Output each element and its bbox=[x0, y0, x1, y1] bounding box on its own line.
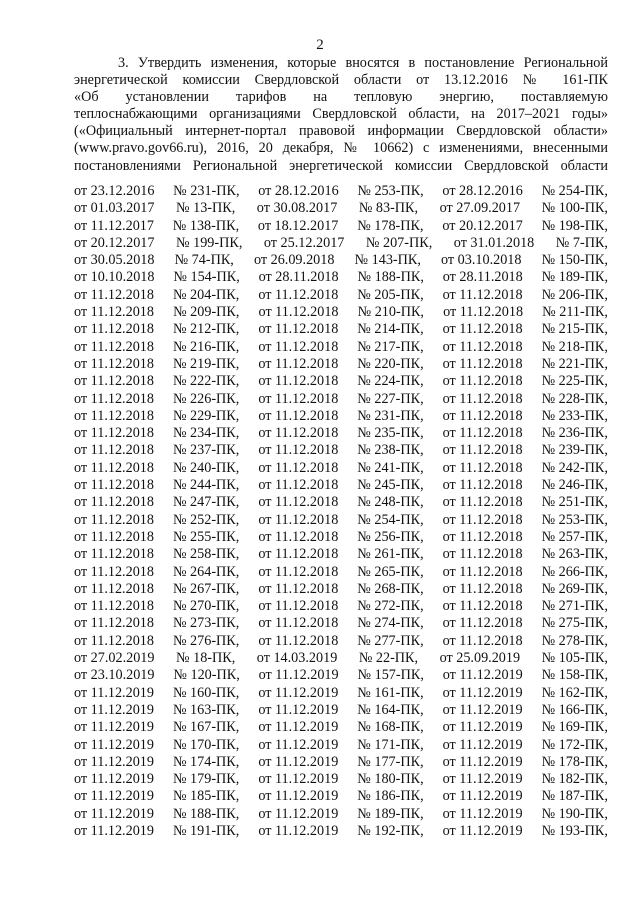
resolution-date: от 11.12.2019 bbox=[258, 788, 339, 805]
resolution-number: № 150-ПК, bbox=[541, 252, 608, 269]
paragraph-line: (www.pravo.gov66.ru), 2016, 20 декабря, № 10662) с изменениями, внесенными bbox=[74, 140, 608, 157]
resolution-date: от 11.12.2018 bbox=[258, 425, 339, 442]
resolution-date: от 11.12.2018 bbox=[258, 304, 339, 321]
resolution-date: от 11.12.2019 bbox=[442, 701, 523, 718]
resolution-number: № 222-ПК, bbox=[172, 373, 240, 390]
resolution-date: от 11.12.2019 bbox=[74, 788, 154, 805]
resolution-number: № 190-ПК, bbox=[541, 805, 608, 822]
resolution-date: от 11.12.2018 bbox=[74, 373, 154, 390]
resolution-date: от 11.12.2018 bbox=[442, 355, 523, 372]
resolution-number: № 229-ПК, bbox=[172, 407, 240, 424]
resolution-row bbox=[74, 269, 608, 286]
resolution-number: № 160-ПК, bbox=[172, 684, 240, 701]
resolution-date: от 11.12.2018 bbox=[74, 459, 154, 476]
resolution-row bbox=[74, 304, 608, 321]
resolution-date: от 11.12.2019 bbox=[258, 701, 339, 718]
resolution-number: № 225-ПК, bbox=[541, 373, 608, 390]
resolution-row bbox=[74, 425, 608, 442]
resolution-date: от 11.12.2019 bbox=[74, 719, 154, 736]
resolution-date: от 11.12.2018 bbox=[258, 321, 339, 338]
resolution-number: № 241-ПК, bbox=[357, 459, 424, 476]
resolution-number: № 248-ПК, bbox=[357, 494, 424, 511]
resolution-number: № 274-ПК, bbox=[357, 615, 424, 632]
resolution-date: от 11.12.2018 bbox=[442, 546, 523, 563]
resolution-number: № 239-ПК, bbox=[541, 442, 608, 459]
resolution-number: № 253-ПК, bbox=[541, 511, 608, 528]
paragraph-item-3 bbox=[74, 55, 608, 175]
resolution-number: № 244-ПК, bbox=[172, 477, 240, 494]
resolution-number: № 178-ПК, bbox=[541, 753, 608, 770]
resolution-number: № 191-ПК, bbox=[172, 822, 240, 839]
resolution-row bbox=[74, 598, 608, 615]
resolution-number: № 266-ПК, bbox=[541, 563, 608, 580]
resolution-number: № 170-ПК, bbox=[172, 736, 240, 753]
resolution-date: от 11.12.2018 bbox=[258, 442, 339, 459]
resolution-date: от 30.05.2018 bbox=[74, 252, 155, 269]
resolution-number: № 273-ПК, bbox=[172, 615, 240, 632]
resolution-number: № 105-ПК, bbox=[541, 650, 608, 667]
resolution-number: № 185-ПК, bbox=[172, 788, 240, 805]
resolution-row bbox=[74, 287, 608, 304]
resolution-date: от 23.12.2016 bbox=[74, 183, 155, 199]
resolution-number: № 198-ПК, bbox=[541, 217, 608, 234]
resolution-date: от 11.12.2019 bbox=[442, 753, 523, 770]
resolution-date: от 11.12.2018 bbox=[74, 598, 154, 615]
resolution-date: от 11.12.2017 bbox=[74, 217, 154, 234]
resolution-date: от 11.12.2019 bbox=[442, 822, 523, 839]
resolution-date: от 11.12.2019 bbox=[442, 736, 523, 753]
resolution-number: № 166-ПК, bbox=[541, 701, 608, 718]
resolution-date: от 11.12.2019 bbox=[442, 719, 523, 736]
resolution-number: № 255-ПК, bbox=[172, 528, 240, 545]
resolution-date: от 11.12.2019 bbox=[74, 822, 154, 839]
resolution-number: № 226-ПК, bbox=[172, 390, 240, 407]
resolution-date: от 11.12.2018 bbox=[258, 459, 339, 476]
resolution-number: № 188-ПК, bbox=[172, 805, 240, 822]
resolution-row bbox=[74, 321, 608, 338]
resolution-number: № 204-ПК, bbox=[172, 286, 240, 303]
resolution-number: № 162-ПК, bbox=[541, 684, 608, 701]
resolution-number: № 220-ПК, bbox=[357, 355, 424, 372]
resolution-date: от 11.12.2019 bbox=[74, 736, 154, 753]
resolution-date: от 11.12.2018 bbox=[442, 407, 523, 424]
resolution-date: от 01.03.2017 bbox=[74, 200, 155, 217]
paragraph-line: теплоснабжающими организациями Свердловской области, на 2017–2021 годы» bbox=[74, 106, 608, 123]
resolution-number: № 272-ПК, bbox=[357, 598, 424, 615]
resolution-date: от 11.12.2018 bbox=[258, 355, 339, 372]
resolution-row bbox=[74, 771, 608, 788]
resolution-number: № 187-ПК, bbox=[541, 788, 608, 805]
resolution-row bbox=[74, 719, 608, 736]
resolution-number: № 178-ПК, bbox=[357, 217, 424, 234]
resolution-number: № 221-ПК, bbox=[541, 355, 608, 372]
resolution-date: от 11.12.2018 bbox=[258, 580, 339, 597]
page-number: 2 bbox=[316, 37, 324, 53]
resolution-date: от 11.12.2019 bbox=[258, 684, 339, 701]
resolution-date: от 11.12.2019 bbox=[258, 822, 339, 839]
resolution-number: № 246-ПК, bbox=[541, 477, 608, 494]
resolution-date: от 11.12.2018 bbox=[258, 528, 339, 545]
resolution-number: № 254-ПК, bbox=[541, 183, 608, 199]
resolution-number: № 172-ПК, bbox=[541, 736, 608, 753]
resolution-date: от 11.12.2018 bbox=[442, 615, 523, 632]
resolution-number: № 186-ПК, bbox=[357, 788, 424, 805]
resolution-number: № 217-ПК, bbox=[357, 338, 424, 355]
resolution-date: от 11.12.2018 bbox=[442, 511, 523, 528]
resolution-number: № 210-ПК, bbox=[357, 304, 424, 321]
resolution-number: № 236-ПК, bbox=[541, 425, 608, 442]
resolution-row bbox=[74, 667, 608, 684]
resolution-date: от 11.12.2018 bbox=[74, 580, 154, 597]
resolution-number: № 278-ПК, bbox=[541, 632, 608, 649]
resolution-number: № 157-ПК, bbox=[357, 667, 424, 684]
resolution-date: от 25.09.2019 bbox=[439, 650, 521, 667]
resolution-date: от 30.08.2017 bbox=[256, 200, 338, 217]
resolution-number: № 238-ПК, bbox=[357, 442, 424, 459]
resolution-number: № 271-ПК, bbox=[541, 598, 608, 615]
resolution-date: от 11.12.2018 bbox=[74, 286, 154, 303]
resolution-number: № 252-ПК, bbox=[172, 511, 240, 528]
resolution-number: № 233-ПК, bbox=[541, 407, 608, 424]
resolution-row bbox=[74, 200, 608, 217]
resolution-number: № 231-ПК, bbox=[173, 183, 240, 199]
resolution-number: № 188-ПК, bbox=[357, 269, 424, 286]
resolution-number: № 234-ПК, bbox=[172, 425, 240, 442]
resolution-date: от 11.12.2019 bbox=[442, 684, 523, 701]
resolution-number: № 263-ПК, bbox=[541, 546, 608, 563]
resolution-date: от 11.12.2018 bbox=[442, 321, 523, 338]
resolution-number: № 251-ПК, bbox=[541, 494, 608, 511]
resolution-date: от 28.11.2018 bbox=[258, 269, 339, 286]
resolution-row bbox=[74, 564, 608, 581]
resolution-row bbox=[74, 183, 608, 200]
resolution-list bbox=[74, 183, 608, 840]
resolution-row bbox=[74, 408, 608, 425]
resolution-number: № 180-ПК, bbox=[357, 771, 424, 788]
resolution-date: от 11.12.2018 bbox=[74, 494, 154, 511]
resolution-number: № 245-ПК, bbox=[357, 477, 424, 494]
resolution-date: от 11.12.2018 bbox=[74, 615, 154, 632]
resolution-number: № 100-ПК, bbox=[541, 200, 608, 217]
resolution-row bbox=[74, 806, 608, 823]
resolution-date: от 11.12.2018 bbox=[442, 286, 523, 303]
resolution-number: № 215-ПК, bbox=[541, 321, 608, 338]
resolution-date: от 11.12.2018 bbox=[442, 598, 523, 615]
resolution-number: № 231-ПК, bbox=[357, 407, 424, 424]
resolution-date: от 11.12.2018 bbox=[258, 632, 339, 649]
resolution-number: № 179-ПК, bbox=[172, 771, 240, 788]
resolution-date: от 11.12.2018 bbox=[74, 390, 154, 407]
resolution-number: № 218-ПК, bbox=[541, 338, 608, 355]
resolution-row bbox=[74, 633, 608, 650]
resolution-date: от 11.12.2018 bbox=[74, 442, 154, 459]
paragraph-line: («Официальный интернет-портал правовой информации Свердловской области» bbox=[74, 123, 608, 140]
resolution-number: № 261-ПК, bbox=[357, 546, 424, 563]
resolution-date: от 11.12.2018 bbox=[74, 632, 154, 649]
resolution-date: от 11.12.2018 bbox=[74, 407, 154, 424]
resolution-number: № 168-ПК, bbox=[357, 719, 424, 736]
resolution-number: № 83-ПК, bbox=[358, 200, 419, 217]
resolution-date: от 11.12.2019 bbox=[442, 805, 523, 822]
resolution-number: № 269-ПК, bbox=[541, 580, 608, 597]
resolution-number: № 212-ПК, bbox=[172, 321, 240, 338]
resolution-date: от 11.12.2019 bbox=[258, 667, 339, 684]
resolution-number: № 257-ПК, bbox=[541, 528, 608, 545]
resolution-number: № 219-ПК, bbox=[172, 355, 240, 372]
resolution-date: от 11.12.2018 bbox=[258, 511, 339, 528]
resolution-date: от 10.10.2018 bbox=[74, 269, 155, 286]
resolution-row bbox=[74, 546, 608, 563]
resolution-row bbox=[74, 754, 608, 771]
resolution-date: от 11.12.2019 bbox=[74, 684, 154, 701]
resolution-number: № 22-ПК, bbox=[358, 650, 419, 667]
resolution-date: от 11.12.2018 bbox=[442, 390, 523, 407]
resolution-number: № 169-ПК, bbox=[541, 719, 608, 736]
resolution-number: № 138-ПК, bbox=[172, 217, 240, 234]
resolution-number: № 158-ПК, bbox=[541, 667, 608, 684]
resolution-date: от 18.12.2017 bbox=[257, 217, 339, 234]
resolution-row bbox=[74, 512, 608, 529]
resolution-date: от 11.12.2019 bbox=[74, 771, 154, 788]
resolution-date: от 31.01.2018 bbox=[453, 234, 535, 251]
resolution-row bbox=[74, 218, 608, 235]
resolution-number: № 253-ПК, bbox=[357, 183, 424, 199]
resolution-number: № 13-ПК, bbox=[176, 200, 236, 217]
resolution-number: № 199-ПК, bbox=[176, 234, 243, 251]
resolution-date: от 27.09.2017 bbox=[439, 200, 521, 217]
resolution-number: № 237-ПК, bbox=[172, 442, 240, 459]
resolution-date: от 11.12.2018 bbox=[442, 442, 523, 459]
resolution-row bbox=[74, 788, 608, 805]
resolution-date: от 11.12.2018 bbox=[442, 373, 523, 390]
resolution-row bbox=[74, 494, 608, 511]
resolution-date: от 11.12.2018 bbox=[258, 373, 339, 390]
resolution-number: № 268-ПК, bbox=[357, 580, 424, 597]
resolution-row bbox=[74, 391, 608, 408]
resolution-number: № 164-ПК, bbox=[357, 701, 424, 718]
resolution-date: от 11.12.2018 bbox=[74, 338, 154, 355]
resolution-number: № 224-ПК, bbox=[357, 373, 424, 390]
resolution-number: № 228-ПК, bbox=[541, 390, 608, 407]
resolution-date: от 20.12.2017 bbox=[74, 234, 155, 251]
resolution-row bbox=[74, 685, 608, 702]
resolution-row bbox=[74, 737, 608, 754]
resolution-number: № 189-ПК, bbox=[357, 805, 424, 822]
resolution-number: № 270-ПК, bbox=[172, 598, 240, 615]
resolution-row bbox=[74, 702, 608, 719]
resolution-date: от 11.12.2019 bbox=[258, 753, 339, 770]
resolution-number: № 247-ПК, bbox=[172, 494, 240, 511]
resolution-number: № 209-ПК, bbox=[173, 304, 240, 321]
resolution-date: от 11.12.2018 bbox=[258, 546, 339, 563]
resolution-number: № 211-ПК, bbox=[542, 304, 608, 321]
resolution-row bbox=[74, 373, 608, 390]
resolution-date: от 03.10.2018 bbox=[441, 252, 522, 269]
resolution-date: от 11.12.2018 bbox=[74, 355, 154, 372]
resolution-row bbox=[74, 650, 608, 667]
resolution-date: от 11.12.2018 bbox=[74, 425, 154, 442]
resolution-date: от 11.12.2019 bbox=[74, 805, 154, 822]
resolution-date: от 11.12.2018 bbox=[442, 580, 523, 597]
resolution-number: № 161-ПК, bbox=[357, 684, 424, 701]
resolution-number: № 154-ПК, bbox=[173, 269, 240, 286]
resolution-date: от 26.09.2018 bbox=[253, 252, 335, 269]
resolution-date: от 11.12.2018 bbox=[74, 321, 154, 338]
resolution-row bbox=[74, 235, 608, 252]
resolution-row bbox=[74, 252, 608, 269]
resolution-date: от 14.03.2019 bbox=[256, 650, 338, 667]
resolution-date: от 11.12.2019 bbox=[442, 667, 523, 684]
resolution-number: № 227-ПК, bbox=[357, 390, 424, 407]
resolution-number: № 205-ПК, bbox=[357, 286, 424, 303]
resolution-date: от 11.12.2019 bbox=[74, 753, 154, 770]
resolution-row bbox=[74, 442, 608, 459]
resolution-date: от 11.12.2018 bbox=[258, 563, 339, 580]
resolution-date: от 11.12.2018 bbox=[258, 390, 339, 407]
resolution-number: № 177-ПК, bbox=[357, 753, 424, 770]
resolution-date: от 11.12.2018 bbox=[74, 477, 154, 494]
resolution-date: от 11.12.2018 bbox=[258, 338, 339, 355]
resolution-date: от 28.12.2016 bbox=[258, 183, 339, 199]
resolution-number: № 189-ПК, bbox=[541, 269, 608, 286]
resolution-date: от 11.12.2018 bbox=[442, 632, 523, 649]
resolution-date: от 11.12.2018 bbox=[442, 425, 523, 442]
resolution-date: от 11.12.2019 bbox=[258, 719, 339, 736]
resolution-date: от 11.12.2018 bbox=[258, 615, 339, 632]
resolution-number: № 192-ПК, bbox=[357, 822, 424, 839]
resolution-date: от 25.12.2017 bbox=[263, 234, 345, 251]
resolution-row bbox=[74, 356, 608, 373]
resolution-date: от 11.12.2019 bbox=[442, 771, 523, 788]
resolution-number: № 214-ПК, bbox=[357, 321, 424, 338]
resolution-number: № 143-ПК, bbox=[354, 252, 421, 269]
resolution-number: № 264-ПК, bbox=[172, 563, 240, 580]
resolution-date: от 11.12.2018 bbox=[442, 338, 523, 355]
resolution-number: № 74-ПК, bbox=[174, 252, 234, 269]
resolution-number: № 174-ПК, bbox=[172, 753, 240, 770]
resolution-date: от 11.12.2018 bbox=[74, 511, 154, 528]
resolution-date: от 11.12.2019 bbox=[258, 805, 339, 822]
resolution-date: от 11.12.2019 bbox=[258, 736, 339, 753]
resolution-date: от 11.12.2018 bbox=[258, 407, 339, 424]
resolution-date: от 11.12.2018 bbox=[258, 494, 339, 511]
paragraph-line: энергетической комиссии Свердловской области от 13.12.2016 № 161-ПК bbox=[74, 72, 608, 89]
resolution-number: № 277-ПК, bbox=[357, 632, 424, 649]
resolution-date: от 11.12.2018 bbox=[442, 563, 523, 580]
resolution-number: № 206-ПК, bbox=[541, 286, 608, 303]
resolution-date: от 11.12.2018 bbox=[74, 563, 154, 580]
resolution-row bbox=[74, 823, 608, 840]
resolution-date: от 11.12.2018 bbox=[442, 459, 523, 476]
resolution-date: от 11.12.2018 bbox=[258, 477, 339, 494]
resolution-number: № 265-ПК, bbox=[357, 563, 424, 580]
resolution-row bbox=[74, 581, 608, 598]
resolution-date: от 11.12.2018 bbox=[443, 304, 524, 321]
resolution-number: № 182-ПК, bbox=[541, 771, 608, 788]
resolution-date: от 11.12.2018 bbox=[258, 286, 339, 303]
resolution-number: № 240-ПК, bbox=[172, 459, 240, 476]
resolution-date: от 11.12.2018 bbox=[258, 598, 339, 615]
resolution-date: от 11.12.2019 bbox=[74, 701, 154, 718]
resolution-number: № 276-ПК, bbox=[172, 632, 240, 649]
paragraph-line: постановлениями Региональной энергетической комиссии Свердловской области bbox=[74, 157, 608, 174]
resolution-number: № 216-ПК, bbox=[172, 338, 240, 355]
resolution-date: от 28.12.2016 bbox=[442, 183, 523, 199]
resolution-date: от 11.12.2018 bbox=[442, 494, 523, 511]
resolution-date: от 11.12.2018 bbox=[74, 528, 154, 545]
resolution-number: № 171-ПК, bbox=[357, 736, 424, 753]
resolution-date: от 11.12.2018 bbox=[442, 477, 523, 494]
resolution-date: от 27.02.2019 bbox=[74, 650, 155, 667]
resolution-number: № 18-ПК, bbox=[176, 650, 236, 667]
resolution-number: № 120-ПК, bbox=[173, 667, 240, 684]
resolution-row bbox=[74, 529, 608, 546]
resolution-date: от 28.11.2018 bbox=[442, 269, 523, 286]
resolution-number: № 163-ПК, bbox=[172, 701, 240, 718]
resolution-date: от 11.12.2018 bbox=[74, 546, 154, 563]
resolution-number: № 267-ПК, bbox=[172, 580, 240, 597]
resolution-number: № 242-ПК, bbox=[541, 459, 608, 476]
resolution-row bbox=[74, 615, 608, 632]
resolution-number: № 193-ПК, bbox=[541, 822, 608, 839]
resolution-date: от 23.10.2019 bbox=[74, 667, 155, 684]
resolution-date: от 11.12.2019 bbox=[442, 788, 523, 805]
resolution-date: от 11.12.2018 bbox=[74, 304, 154, 321]
resolution-number: № 256-ПК, bbox=[357, 528, 424, 545]
resolution-number: № 207-ПК, bbox=[365, 234, 433, 251]
resolution-number: № 167-ПК, bbox=[172, 719, 240, 736]
resolution-number: № 254-ПК, bbox=[357, 511, 424, 528]
resolution-row bbox=[74, 460, 608, 477]
resolution-date: от 11.12.2019 bbox=[258, 771, 339, 788]
resolution-number: № 235-ПК, bbox=[357, 425, 424, 442]
resolution-row bbox=[74, 477, 608, 494]
resolution-number: № 275-ПК, bbox=[541, 615, 608, 632]
resolution-date: от 11.12.2018 bbox=[442, 528, 523, 545]
resolution-number: № 7-ПК, bbox=[555, 234, 608, 251]
paragraph-line: «Об установлении тарифов на тепловую энергию, поставляемую bbox=[74, 89, 608, 106]
resolution-row bbox=[74, 339, 608, 356]
resolution-date: от 20.12.2017 bbox=[442, 217, 523, 234]
paragraph-line: 3. Утвердить изменения, которые вносятся в постановление Региональной bbox=[118, 55, 608, 71]
resolution-number: № 258-ПК, bbox=[172, 546, 240, 563]
